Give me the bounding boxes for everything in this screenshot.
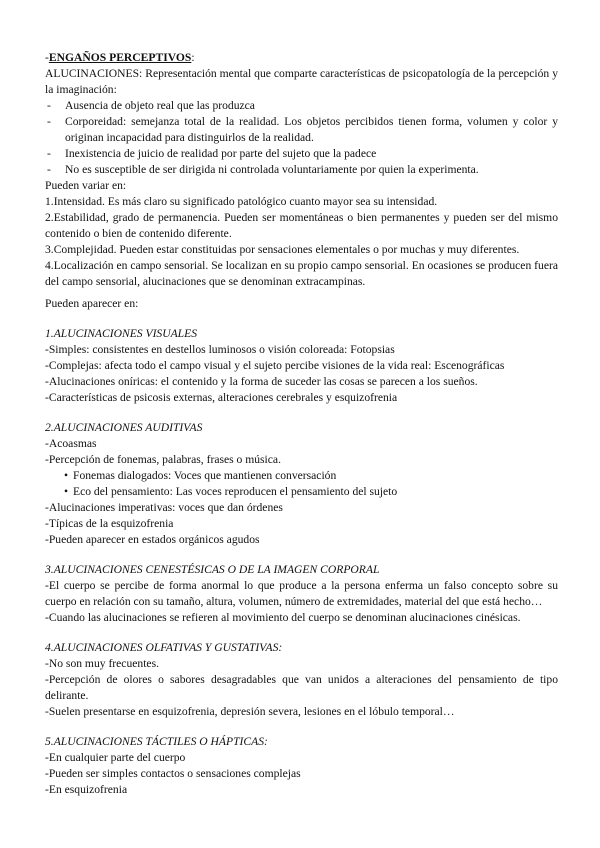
section-line: -Pueden ser simples contactos o sensaciones complejas: [45, 767, 301, 780]
intro-list: [45, 98, 558, 178]
bullet-item: • Eco del pensamiento: Las voces reproducen el pensamiento del sujeto: [64, 485, 398, 498]
section-line: -Simples: consistentes en destellos luminosos o visión coloreada: Fotopsias: [45, 343, 395, 356]
vary-item: 3.Complejidad. Pueden estar constituidas por sensaciones elementales o por muchas y muy diferentes.: [45, 243, 520, 256]
document-title: ENGAÑOS PERCEPTIVOS: [48, 51, 192, 64]
document-title-line: [45, 50, 558, 66]
list-item: - No es susceptible de ser dirigida ni controlada voluntariamente por quien la experimenta.: [47, 163, 479, 176]
vary-intro: Pueden variar en:: [45, 179, 127, 192]
section-line: -Percepción de olores o sabores desagradables que van unidos a alteraciones del pensamiento de tipo delirante.: [45, 673, 558, 702]
section-heading: 5.ALUCINACIONES TÁCTILES O HÁPTICAS:: [45, 735, 268, 748]
section-line: -Suelen presentarse en esquizofrenia, depresión severa, lesiones en el lóbulo temporal…: [45, 705, 455, 718]
section-line: -Acoasmas: [45, 437, 97, 450]
section-heading: 1.ALUCINACIONES VISUALES: [45, 327, 198, 340]
section-line: -El cuerpo se percibe de forma anormal lo que produce a la persona enferma un falso concepto sobre su cuerpo en relación con su tamaño, altura, volumen, número de extremidades, material del que está hecho…: [45, 579, 558, 608]
vary-item: 1.Intensidad. Es más claro su significado patológico cuanto mayor sea su intensidad.: [45, 195, 438, 208]
section-line: -Alucinaciones imperativas: voces que dan órdenes: [45, 501, 283, 514]
section-heading: 4.ALUCINACIONES OLFATIVAS Y GUSTATIVAS:: [45, 641, 283, 654]
section-line: -Pueden aparecer en estados orgánicos agudos: [45, 533, 260, 546]
section-line: -No son muy frecuentes.: [45, 657, 159, 670]
vary-item: 4.Localización en campo sensorial. Se localizan en su propio campo sensorial. En ocasiones se producen fuera del campo sensorial, alucinaciones que se denominan extracampinas.: [45, 259, 558, 288]
bullet-icon: •: [64, 485, 69, 498]
vary-item: 2.Estabilidad, grado de permanencia. Pueden ser momentáneas o bien permanentes y pueden ser del mismo contenido o bien de contenido diferente.: [45, 211, 558, 240]
section-line: -Típicas de la esquizofrenia: [45, 517, 174, 530]
section-line: -Características de psicosis externas, alteraciones cerebrales y esquizofrenia: [45, 391, 398, 404]
list-item: - Ausencia de objeto real que las produzca: [47, 99, 255, 112]
list-item: - Inexistencia de juicio de realidad por parte del sujeto que la padece: [47, 147, 377, 160]
section-line: -Percepción de fonemas, palabras, frases o música.: [45, 453, 281, 466]
section-line: -Cuando las alucinaciones se refieren al movimiento del cuerpo se denominan alucinaciones cinésicas.: [45, 611, 521, 624]
title-prefix: -: [45, 51, 49, 64]
appear-intro: Pueden aparecer en:: [45, 297, 139, 310]
section-heading: 2.ALUCINACIONES AUDITIVAS: [45, 421, 203, 434]
bullet-list: [45, 468, 558, 500]
section-line: -En cualquier parte del cuerpo: [45, 751, 186, 764]
section-heading: 3.ALUCINACIONES CENESTÉSICAS O DE LA IMAGEN CORPORAL: [45, 563, 380, 576]
title-suffix: :: [191, 51, 195, 64]
document-page: [45, 50, 558, 798]
section-line: -Alucinaciones oníricas: el contenido y la forma de suceder las cosas se parecen a los sueños.: [45, 375, 478, 388]
bullet-icon: •: [64, 469, 69, 482]
intro-paragraph: ALUCINACIONES: Representación mental que comparte características de psicopatología de la percepción y la imaginación:: [45, 67, 558, 96]
list-item: - Corporeidad: semejanza total de la realidad. Los objetos percibidos tienen forma, volumen y color y originan incapacidad para distinguirlos de la realidad.: [47, 115, 558, 144]
section-line: -Complejas: afecta todo el campo visual y el sujeto percibe visiones de la vida real: Escenográficas: [45, 359, 505, 372]
bullet-item: • Fonemas dialogados: Voces que mantienen conversación: [64, 469, 337, 482]
section-line: -En esquizofrenia: [45, 783, 128, 796]
